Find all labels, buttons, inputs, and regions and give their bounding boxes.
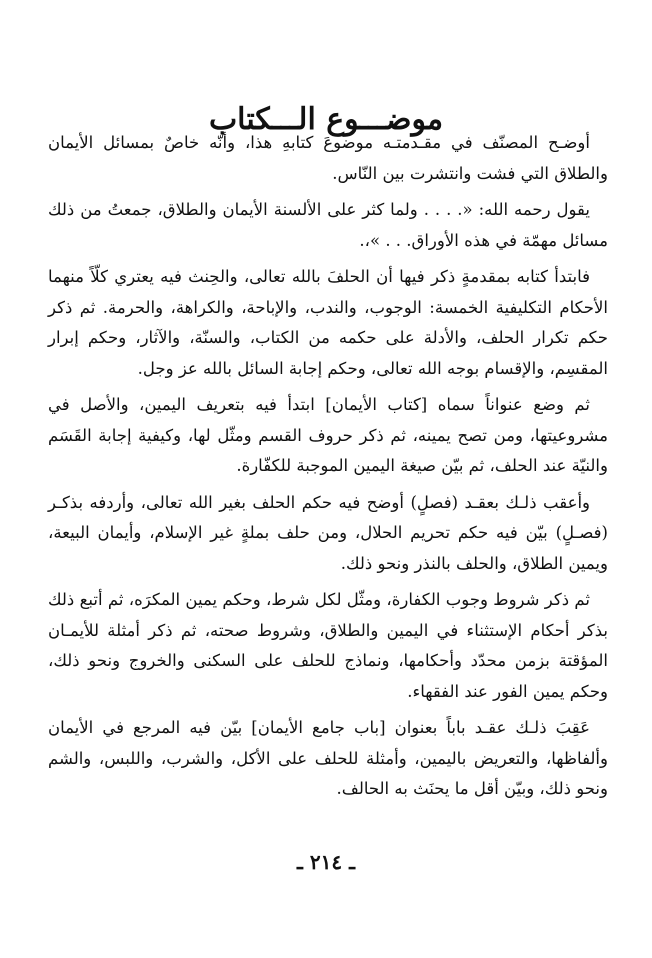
- paragraph-introduction-summary: فابتدأ كتابه بمقدمةٍ ذكر فيها أن الحلفَ بالله تعالى، والحِنث فيه يعتري كلّاً منهما الأحكام التكليفية الخمسة: الوجوب، والندب، والإباحة، والكراهة، والحرمة. ثم ذكر حكم تكرار الحلف، والأدلة على حكمه من الكتاب، والسنّة، والآثار، وحكم إبرار المقسِم، والإقسام بوجه الله تعالى، وحكم إجابة السائل بالله عز وجل.: [48, 267, 608, 378]
- paragraph-quote: يقول رحمه الله: «. . . . ولما كثر على الألسنة الأيمان والطلاق، جمعتُ من ذلك مسائل مهمّة في هذه الأوراق. . . »،.: [48, 200, 608, 250]
- page-number: ـ ٢١٤ ـ: [297, 850, 355, 874]
- body-text: [48, 128, 608, 811]
- paragraph-book-of-oaths: ثم وضع عنواناً سماه [كتاب الأيمان] ابتدأ فيه بتعريف اليمين، والأصل في مشروعيتها، ومن تصح يمينه، ثم ذكر حروف القسم ومثّل لها، وكيفية إجابة القَسَم والنيّة عند الحلف، ثم بيّن صيغة اليمين الموجبة للكفّارة.: [48, 395, 608, 475]
- page-title: موضـــوع الـــكتاب: [208, 102, 444, 138]
- paragraph-comprehensive-chapter: عَقِبَ ذلـك عقـد باباً بعنوان [باب جامع الأيمان] بيّن فيه المرجع في الأيمان وألفاظها، والتعريض باليمين، وأمثلة للحلف على الأكل، والشرب، واللبس، والشم ونحو ذلك، وبيّن أقل ما يحنَث به الحالف.: [48, 718, 608, 798]
- paragraph-expiation: ثم ذكر شروط وجوب الكفارة، ومثّل لكل شرط، وحكم يمين المكرَه، ثم أتبع ذلك بذكر أحكام الإستثناء في اليمين والطلاق، وشروط صحته، ثم ذكر أمثلة للأيمـان المؤقتة بزمن محدّد وأحكامها، ونماذج للحلف على السكنى والخروج ونحو ذلك، وحكم يمين الفور عند الفقهاء.: [48, 590, 608, 701]
- paragraph-sections: وأعقب ذلـك بعقـد (فصلٍ) أوضح فيه حكم الحلف بغير الله تعالى، وأردفه بذكـر (فصـلٍ) بيّن فيه حكم تحريم الحلال، ومن حلف بملةٍ غير الإسلام، وأيمان البيعة، ويمين الطلاق، والحلف بالنذر ونحو ذلك.: [48, 492, 608, 573]
- paragraph-intro: أوضـح المصنّف في مقـدمتـه موضوعَ كتابهِ هذا، وأنّه خاصٌ بمسائل الأيمان والطلاق التي فشت وانتشرت بين النّاس.: [48, 133, 608, 183]
